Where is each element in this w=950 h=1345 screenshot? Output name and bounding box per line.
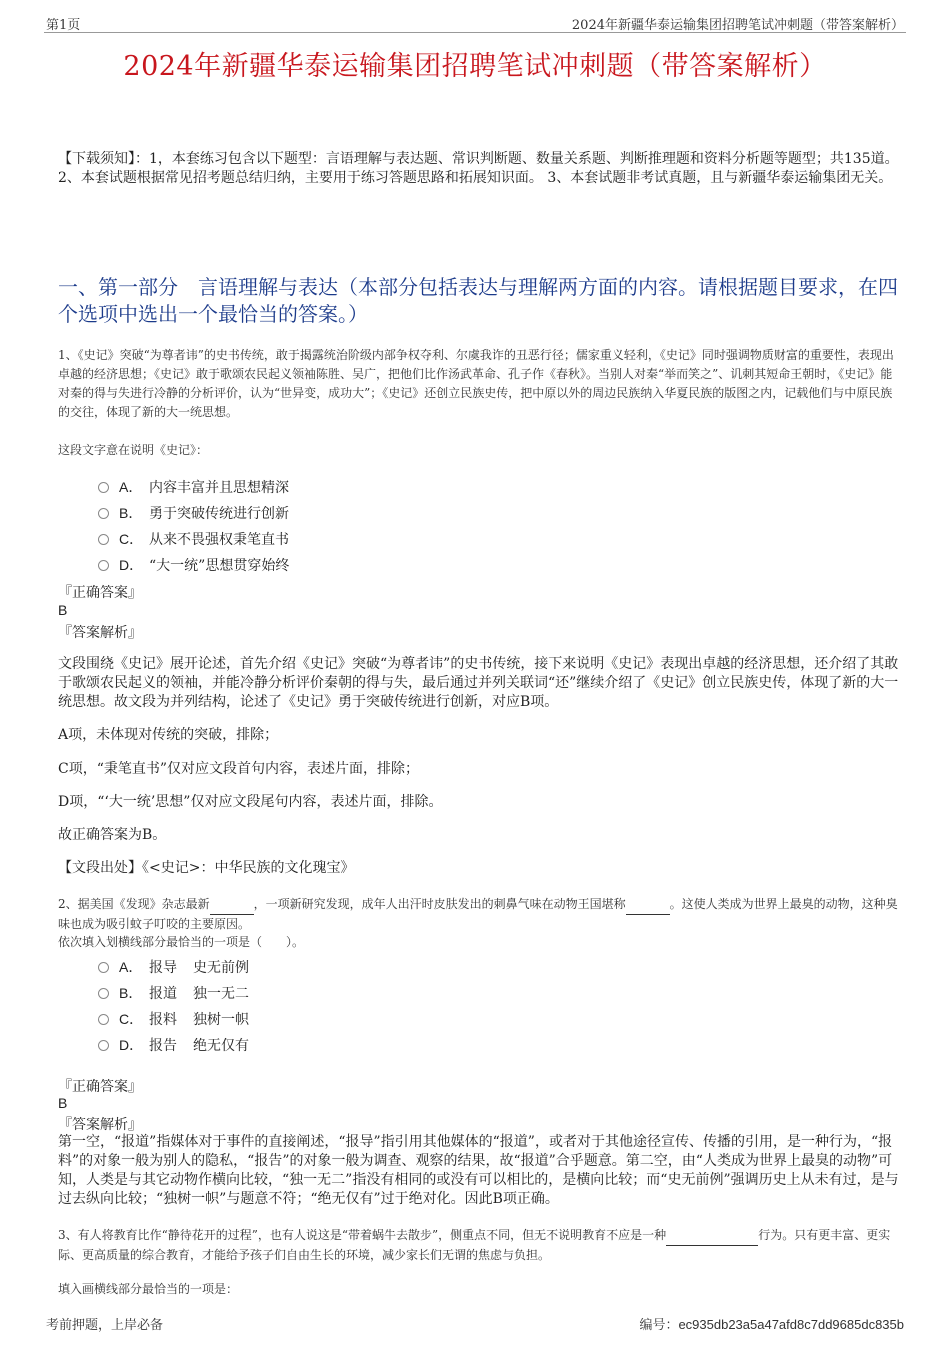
radio-icon[interactable] (98, 1014, 109, 1025)
fill-blank (626, 895, 670, 915)
q1-note-d: D项，“‘大一统’思想”仅对应文段尾句内容，表述片面，排除。 (58, 794, 443, 810)
radio-icon[interactable] (98, 962, 109, 973)
q1-option-c[interactable]: C． 从来不畏强权秉笔直书 (98, 529, 289, 549)
header-divider (44, 32, 906, 33)
footer-slogan: 考前押题，上岸必备 (46, 1318, 164, 1333)
q2-question: 依次填入划横线部分最恰当的一项是（ ）。 (58, 935, 305, 949)
fill-blank (666, 1226, 758, 1246)
radio-icon[interactable] (98, 508, 109, 519)
q2-option-c[interactable]: C． 报料 独树一帜 (98, 1009, 249, 1029)
radio-icon[interactable] (98, 1040, 109, 1051)
q1-source: 【文段出处】《<史记>：中华民族的文化瑰宝》 (58, 860, 355, 876)
radio-icon[interactable] (98, 482, 109, 493)
download-notice: 【下载须知】：1，本套练习包含以下题型：言语理解与表达题、常识判断题、数量关系题、判断推理题和资料分析题等题型；共135道。 2、本套试题根据常见招考题总结归纳，主要用于练习答题思路和拓展知识面。 3、本套试题非考试真题，且与新疆华泰运输集团无关。 (58, 151, 899, 186)
radio-icon[interactable] (98, 560, 109, 571)
q3-question: 填入画横线部分最恰当的一项是： (58, 1282, 239, 1296)
radio-icon[interactable] (98, 534, 109, 545)
q1-option-a[interactable]: A． 内容丰富并且思想精深 (98, 477, 289, 497)
q2-option-a[interactable]: A． 报导 史无前例 (98, 957, 249, 977)
section-heading: 一、第一部分 言语理解与表达（本部分包括表达与理解两方面的内容。请根据题目要求，在四个选项中选出一个最恰当的答案。） (58, 275, 898, 326)
q2-analysis: 第一空，“报道”指媒体对于事件的直接阐述，“报导”指引用其他媒体的“报道”，或者对于其他途径宣传、传播的引用，是一种行为，“报料”的对象一般为别人的隐私，“报告”的对象一般为调查、观察的结果，故“报道”合乎题意。第二空，由“人类成为世界上最臭的动物”可知，人类是与其它动物作横向比较，“独一无二”指没有相同的或没有可以相比的，是横向比较；而“史无前例”强调历史上从未有过，是与过去纵向比较；“独树一帜”与题意不符；“绝无仅有”过于绝对化。因此B项正确。 (58, 1134, 899, 1207)
page-title: 2024年新疆华泰运输集团招聘笔试冲刺题（带答案解析） (123, 51, 827, 82)
q1-stem: 1、《史记》突破“为尊者讳”的史书传统，敢于揭露统治阶级内部争权夺利、尔虞我诈的丑恶行径；儒家重义轻利，《史记》同时强调物质财富的重要性，表现出卓越的经济思想；《史记》敢于歌颂农民起义领袖陈胜、吴广，把他们比作汤武革命、孔子作《春秋》。当别人对秦“举而笑之”、讥刺其短命王朝时，《史记》能对秦的得与失进行冷静的分析评价，认为“世异变，成功大”；《史记》还创立民族史传，把中原以外的周边民族纳入华夏民族的版图之内，记载他们与中原民族的交往，体现了新的大一统思想。 (58, 348, 894, 419)
q2-analysis-label: 『答案解析』 (58, 1117, 142, 1133)
footer-serial: 编号：ec935db23a5a47afd8c7dd9685dc835b (639, 1317, 904, 1332)
q1-answer-label: 『正确答案』 (58, 585, 142, 601)
q1-question: 这段文字意在说明《史记》： (58, 443, 209, 457)
q2-stem: 2、据美国《发现》杂志最新 ，一项新研究发现，成年人出汗时皮肤发出的刺鼻气味在动物王国堪称 。这使人类成为世界上最臭的动物，这种臭味也成为吸引蚊子叮咬的主要原因。 (58, 897, 898, 931)
fill-blank (210, 895, 254, 915)
q1-option-b[interactable]: B． 勇于突破传统进行创新 (98, 503, 289, 523)
radio-icon[interactable] (98, 988, 109, 999)
q1-analysis-label: 『答案解析』 (58, 625, 142, 641)
q1-option-d[interactable]: D． “大一统”思想贯穿始终 (98, 555, 289, 575)
q3-stem: 3、有人将教育比作“静待花开的过程”，也有人说这是“带着蜗牛去散步”，侧重点不同，但无不说明教育不应是一种 行为。只有更丰富、更实际、更高质量的综合教育，才能给予孩子们自由生长的环境，减少家长们无谓的焦虑与负担。 (58, 1228, 891, 1262)
q1-answer: B (58, 602, 68, 618)
q1-note-a: A项，未体现对传统的突破，排除； (58, 727, 279, 743)
q2-option-d[interactable]: D． 报告 绝无仅有 (98, 1035, 249, 1055)
q1-analysis: 文段围绕《史记》展开论述，首先介绍《史记》突破“为尊者讳”的史书传统，接下来说明《史记》表现出卓越的经济思想，还介绍了其敢于歌颂农民起义的领袖，并能冷静分析评价秦朝的得与失，最后通过并列关联词“还”继续介绍了《史记》创立民族史传，体现了新的大一统思想。故文段为并列结构，论述了《史记》勇于突破传统进行创新，对应B项。 (58, 656, 899, 710)
page-number: 第1页 (46, 18, 81, 33)
q1-conclusion: 故正确答案为B。 (58, 827, 167, 843)
q2-option-b[interactable]: B． 报道 独一无二 (98, 983, 249, 1003)
q2-answer-label: 『正确答案』 (58, 1079, 142, 1095)
running-title: 2024年新疆华泰运输集团招聘笔试冲刺题（带答案解析） (571, 18, 904, 33)
q2-answer: B (58, 1095, 68, 1111)
q1-note-c: C项，“秉笔直书”仅对应文段首句内容，表述片面，排除； (58, 761, 420, 777)
